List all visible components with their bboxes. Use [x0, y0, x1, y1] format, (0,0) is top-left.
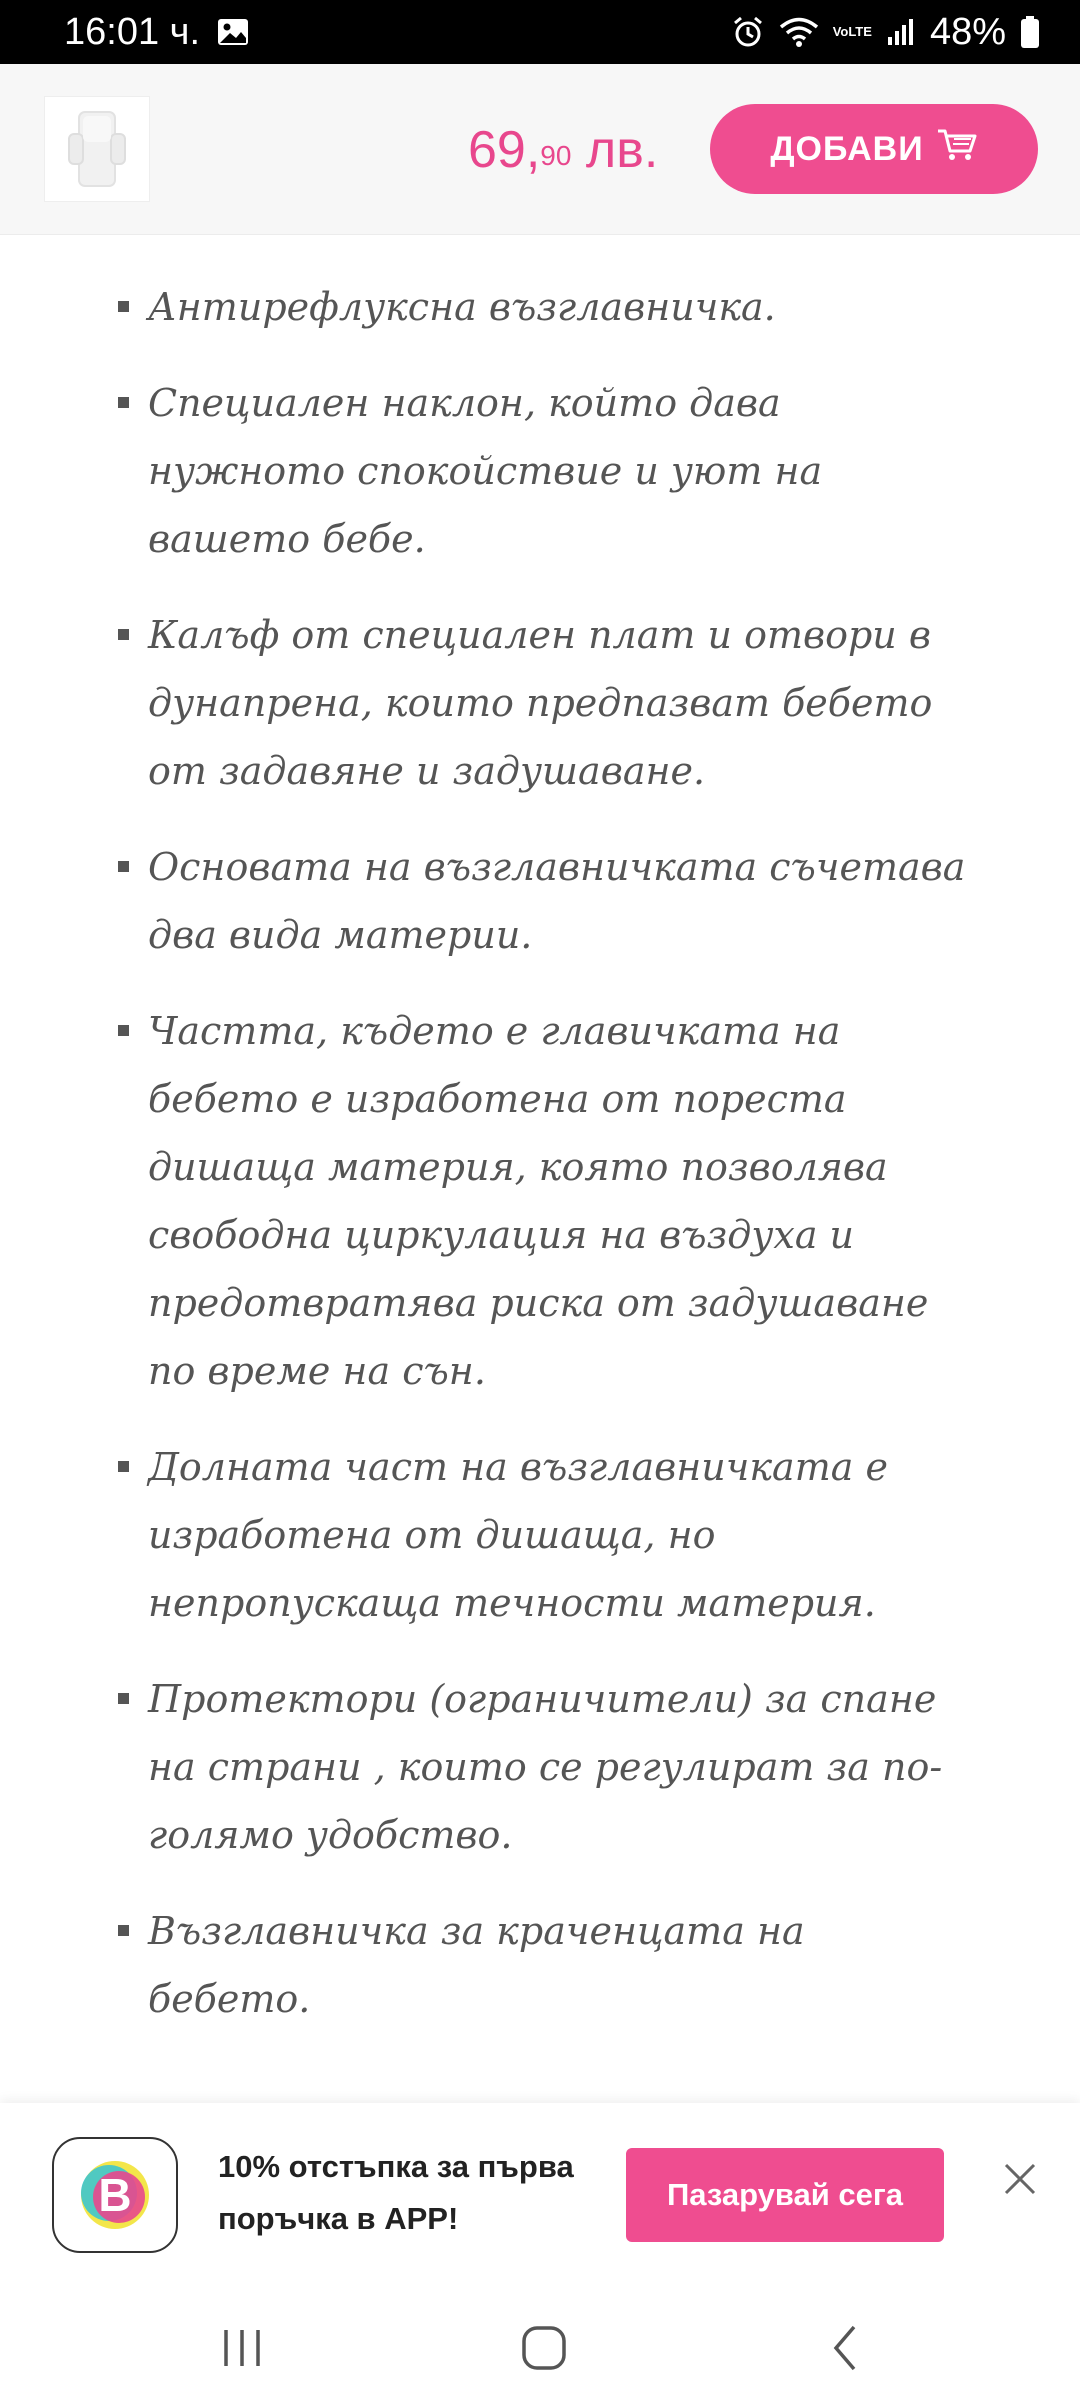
- status-bar: [0, 0, 1080, 64]
- recent-apps-icon[interactable]: [210, 2316, 274, 2380]
- app-logo[interactable]: [52, 2137, 178, 2253]
- price-currency: лв.: [571, 121, 659, 179]
- image-icon: [216, 17, 250, 47]
- product-description: [0, 235, 1080, 2103]
- feature-item: Специален наклон, който дава нужното спокойствие и уют на вашето бебе.: [148, 369, 968, 573]
- signal-icon: [886, 17, 916, 47]
- shop-now-button[interactable]: Пазарувай сега: [626, 2148, 944, 2242]
- battery-icon: [1020, 15, 1040, 49]
- app-promo-banner: [0, 2103, 1080, 2288]
- back-icon[interactable]: [814, 2316, 878, 2380]
- home-icon[interactable]: [512, 2316, 576, 2380]
- navigation-bar: [0, 2288, 1080, 2408]
- logo-letter: B: [98, 2169, 132, 2221]
- cart-icon: [936, 127, 978, 172]
- volte-icon: [833, 25, 872, 39]
- price-decimal: 90: [540, 140, 572, 171]
- add-to-cart-label: ДОБАВИ: [770, 129, 924, 168]
- feature-list: [148, 273, 968, 2061]
- feature-item: Антирефлуксна възглавничка.: [148, 273, 968, 341]
- feature-item: Частта, където е главичката на бебето е изработена от пореста дишаща материя, която позволява свободна циркулация на въздуха и предотвратява риска от задушаване по време на сън.: [148, 997, 968, 1405]
- feature-item: Възглавничка за краченцата на бебето.: [148, 1897, 968, 2033]
- feature-item: Долната част на възглавничката е изработена от дишаща, но непропускаща течности материя.: [148, 1433, 968, 1637]
- status-time: 16:01 ч.: [64, 10, 201, 53]
- product-price: [468, 118, 658, 182]
- product-thumbnail[interactable]: [44, 96, 150, 202]
- alarm-icon: [731, 15, 765, 49]
- feature-item: Калъф от специален плат и отвори в дунапрена, които предпазват бебето от задавяне и задушаване.: [148, 601, 968, 805]
- sticky-product-bar: [0, 64, 1080, 235]
- battery-percent: 48%: [929, 10, 1006, 53]
- add-to-cart-button[interactable]: [710, 104, 1038, 194]
- network-label: VoLTE: [832, 24, 872, 39]
- wifi-icon: [779, 16, 819, 48]
- price-main: 69,: [468, 121, 541, 179]
- feature-item: Основата на възглавничката съчетава два вида материи.: [148, 833, 968, 969]
- promo-text: 10% отстъпка за първа поръчка в APP!: [218, 2149, 574, 2236]
- close-icon[interactable]: [996, 2155, 1044, 2203]
- feature-item: Протектори (ограничители) за спане на страни , които се регулират за по-голямо удобство.: [148, 1665, 968, 1869]
